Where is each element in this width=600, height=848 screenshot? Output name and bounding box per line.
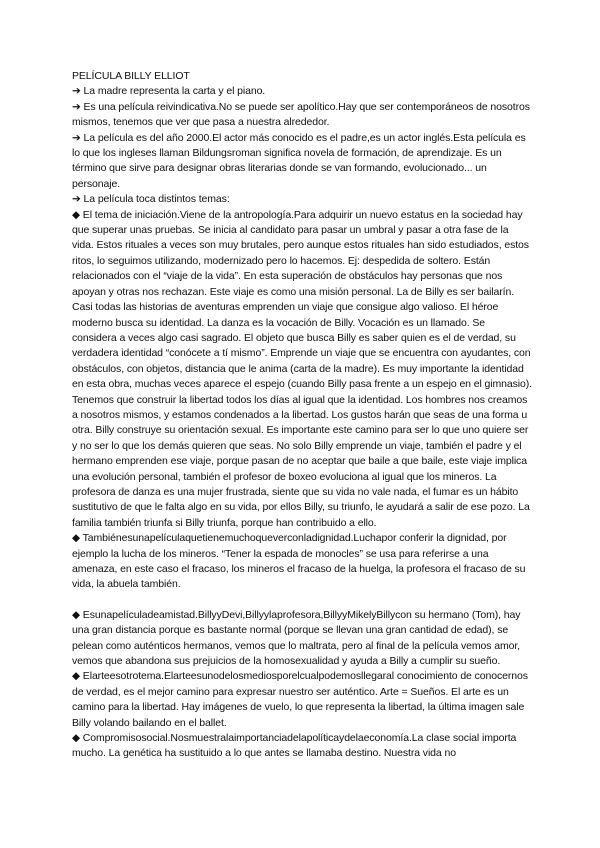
list-item bbox=[72, 192, 532, 207]
document-body bbox=[72, 69, 532, 762]
list-item bbox=[72, 731, 532, 762]
arrow-icon: ➔ bbox=[72, 85, 81, 98]
paragraph-text: Compromisosocial.Nosmuestralaimportanciadelapolíticaydelaeconomía.La clase social importa mucho. La genética ha sustituido a lo que antes se llamaba destino. Nuestra vida no bbox=[72, 732, 517, 760]
diamond-bullet-icon: ◆ bbox=[72, 532, 80, 545]
paragraph-text: Es una película reivindicativa.No se puede ser apolítico.Hay que ser contemporáneos de nosotros mismos, tenemos que ver que pasa a nuestra alrededor. bbox=[72, 100, 530, 129]
list-item bbox=[72, 531, 532, 593]
list-item bbox=[72, 208, 532, 532]
arrow-icon: ➔ bbox=[72, 131, 81, 144]
diamond-bullet-icon: ◆ bbox=[72, 208, 80, 221]
document-title: PELÍCULA BILLY ELLIOT bbox=[72, 70, 190, 82]
diamond-bullet-icon: ◆ bbox=[72, 732, 80, 745]
arrow-icon: ➔ bbox=[72, 193, 81, 206]
diamond-bullet-icon: ◆ bbox=[72, 608, 80, 621]
list-item bbox=[72, 100, 532, 131]
paragraph-text: Tambiénesunapelículaquetienemuchoqueverconladignidad.Luchapor conferir la dignidad, por ejemplo la lucha de los mineros. “Tener la espada de monocles” se usa para referirse a una amenaza, en este caso el fracaso, los mineros el fracaso de la huelga, la profesora el fracaso de su vida, la abuela también. bbox=[72, 532, 526, 591]
paragraph-spacer bbox=[72, 593, 532, 608]
paragraph-text: La película toca distintos temas: bbox=[80, 193, 230, 206]
list-item bbox=[72, 84, 532, 99]
list-item bbox=[72, 669, 532, 731]
diamond-bullet-icon: ◆ bbox=[72, 670, 80, 683]
paragraph-text: Esunapelículadeamistad.BillyyDevi,Billyylaprofesora,BillyyMikelyBillycon su hermano (Tom), hay una gran distancia porque es bastante normal (porque se llevan una gran cantidad de edad), se pelean como auténticos hermanos, vemos que lo maltrata, pero al final de la película vemos amor, vemos que abandona sus prejuicios de la homosexualidad y ayuda a Billy a cumplir su sueño. bbox=[72, 608, 521, 668]
list-item bbox=[72, 131, 532, 193]
list-item bbox=[72, 608, 532, 670]
paragraph-text: La madre representa la carta y el piano. bbox=[80, 85, 266, 98]
paragraph-text: La película es del año 2000.El actor más conocido es el padre,es un actor inglés.Esta película es lo que los ingleses llaman Bildungsroman significa novela de formación, de aprendizaje. Es un término que sirve para designar obras literarias donde se van formando, evolucionado... un personaje. bbox=[72, 131, 526, 190]
paragraph-text: El tema de iniciación.Viene de la antropología.Para adquirir un nuevo estatus en la sociedad hay que superar unas pruebas. Se inicia al candidato para pasar un umbral y pasar a otra fase de la vida. Estos rituales a veces son muy brutales, pero aunque estos rituales han sido estudiados, estos ritos, lo seguimos utilizando, modernizado pero lo hacemos. Ej: despedida de soltero. Están relacionados con el “viaje de la vida”. En esta superación de obstáculos hay personas que nos apoyan y otras nos rechazan. Este viaje es como una misión personal. La de Billy es ser bailarín. Casi todas las historias de aventuras emprenden un viaje que consigue algo valioso. El héroe moderno busca su identidad. La danza es la vocación de Billy. Vocación es un llamado. Se considera a veces algo casi sagrado. El objeto que busca Billy es saber quien es el de verdad, su verdadera identidad “conócete a tí mismo”. Emprende un viaje que se encuentra con ayudantes, con obstáculos, con objetos, distancia que le anima (carta de la madre). Es muy importante la identidad en esta obra, muchas veces aparece el espejo (cuando Billy pasa frente a un espejo en el gimnasio). Tenemos que construir la libertad todos los días al igual que la identidad. Los hombres nos creamos a nosotros mismos, y estamos condenados a la libertad. Los gustos harán que seas de una forma u otra. Billy construye su orientación sexual. Es importante este camino para ser lo que uno quiere ser y no ser lo que los demás quieren que seas. No solo Billy emprende un viaje, también el padre y el hermano emprenden ese viaje, porque pasan de no aceptar que baile a que baile, este viaje implica una evolución personal, también el profesor de boxeo evoluciona al igual que los mineros. La profesora de danza es una mujer frustrada, siente que su vida no vale nada, el fumar es un hábito sustitutivo de que le falta algo en su vida, por ellos Billy, su triunfo, le ayudará a salir de ese pozo. La familia también triunfa si Billy triunfa, porque han contribuido a ello. bbox=[72, 208, 532, 529]
arrow-icon: ➔ bbox=[72, 100, 81, 113]
paragraph-text: Elarteesotrotema.Elarteesunodelosmediosporelcualpodemosllegaral conocimiento de conocernos de verdad, es el mejor camino para expresar nuestro ser auténtico. Arte = Sueños. El arte es un camino para la libertad. Hay imágenes de vuelo, lo que representa la libertad, la última imagen sale Billy volando bailando en el ballet. bbox=[72, 670, 528, 729]
